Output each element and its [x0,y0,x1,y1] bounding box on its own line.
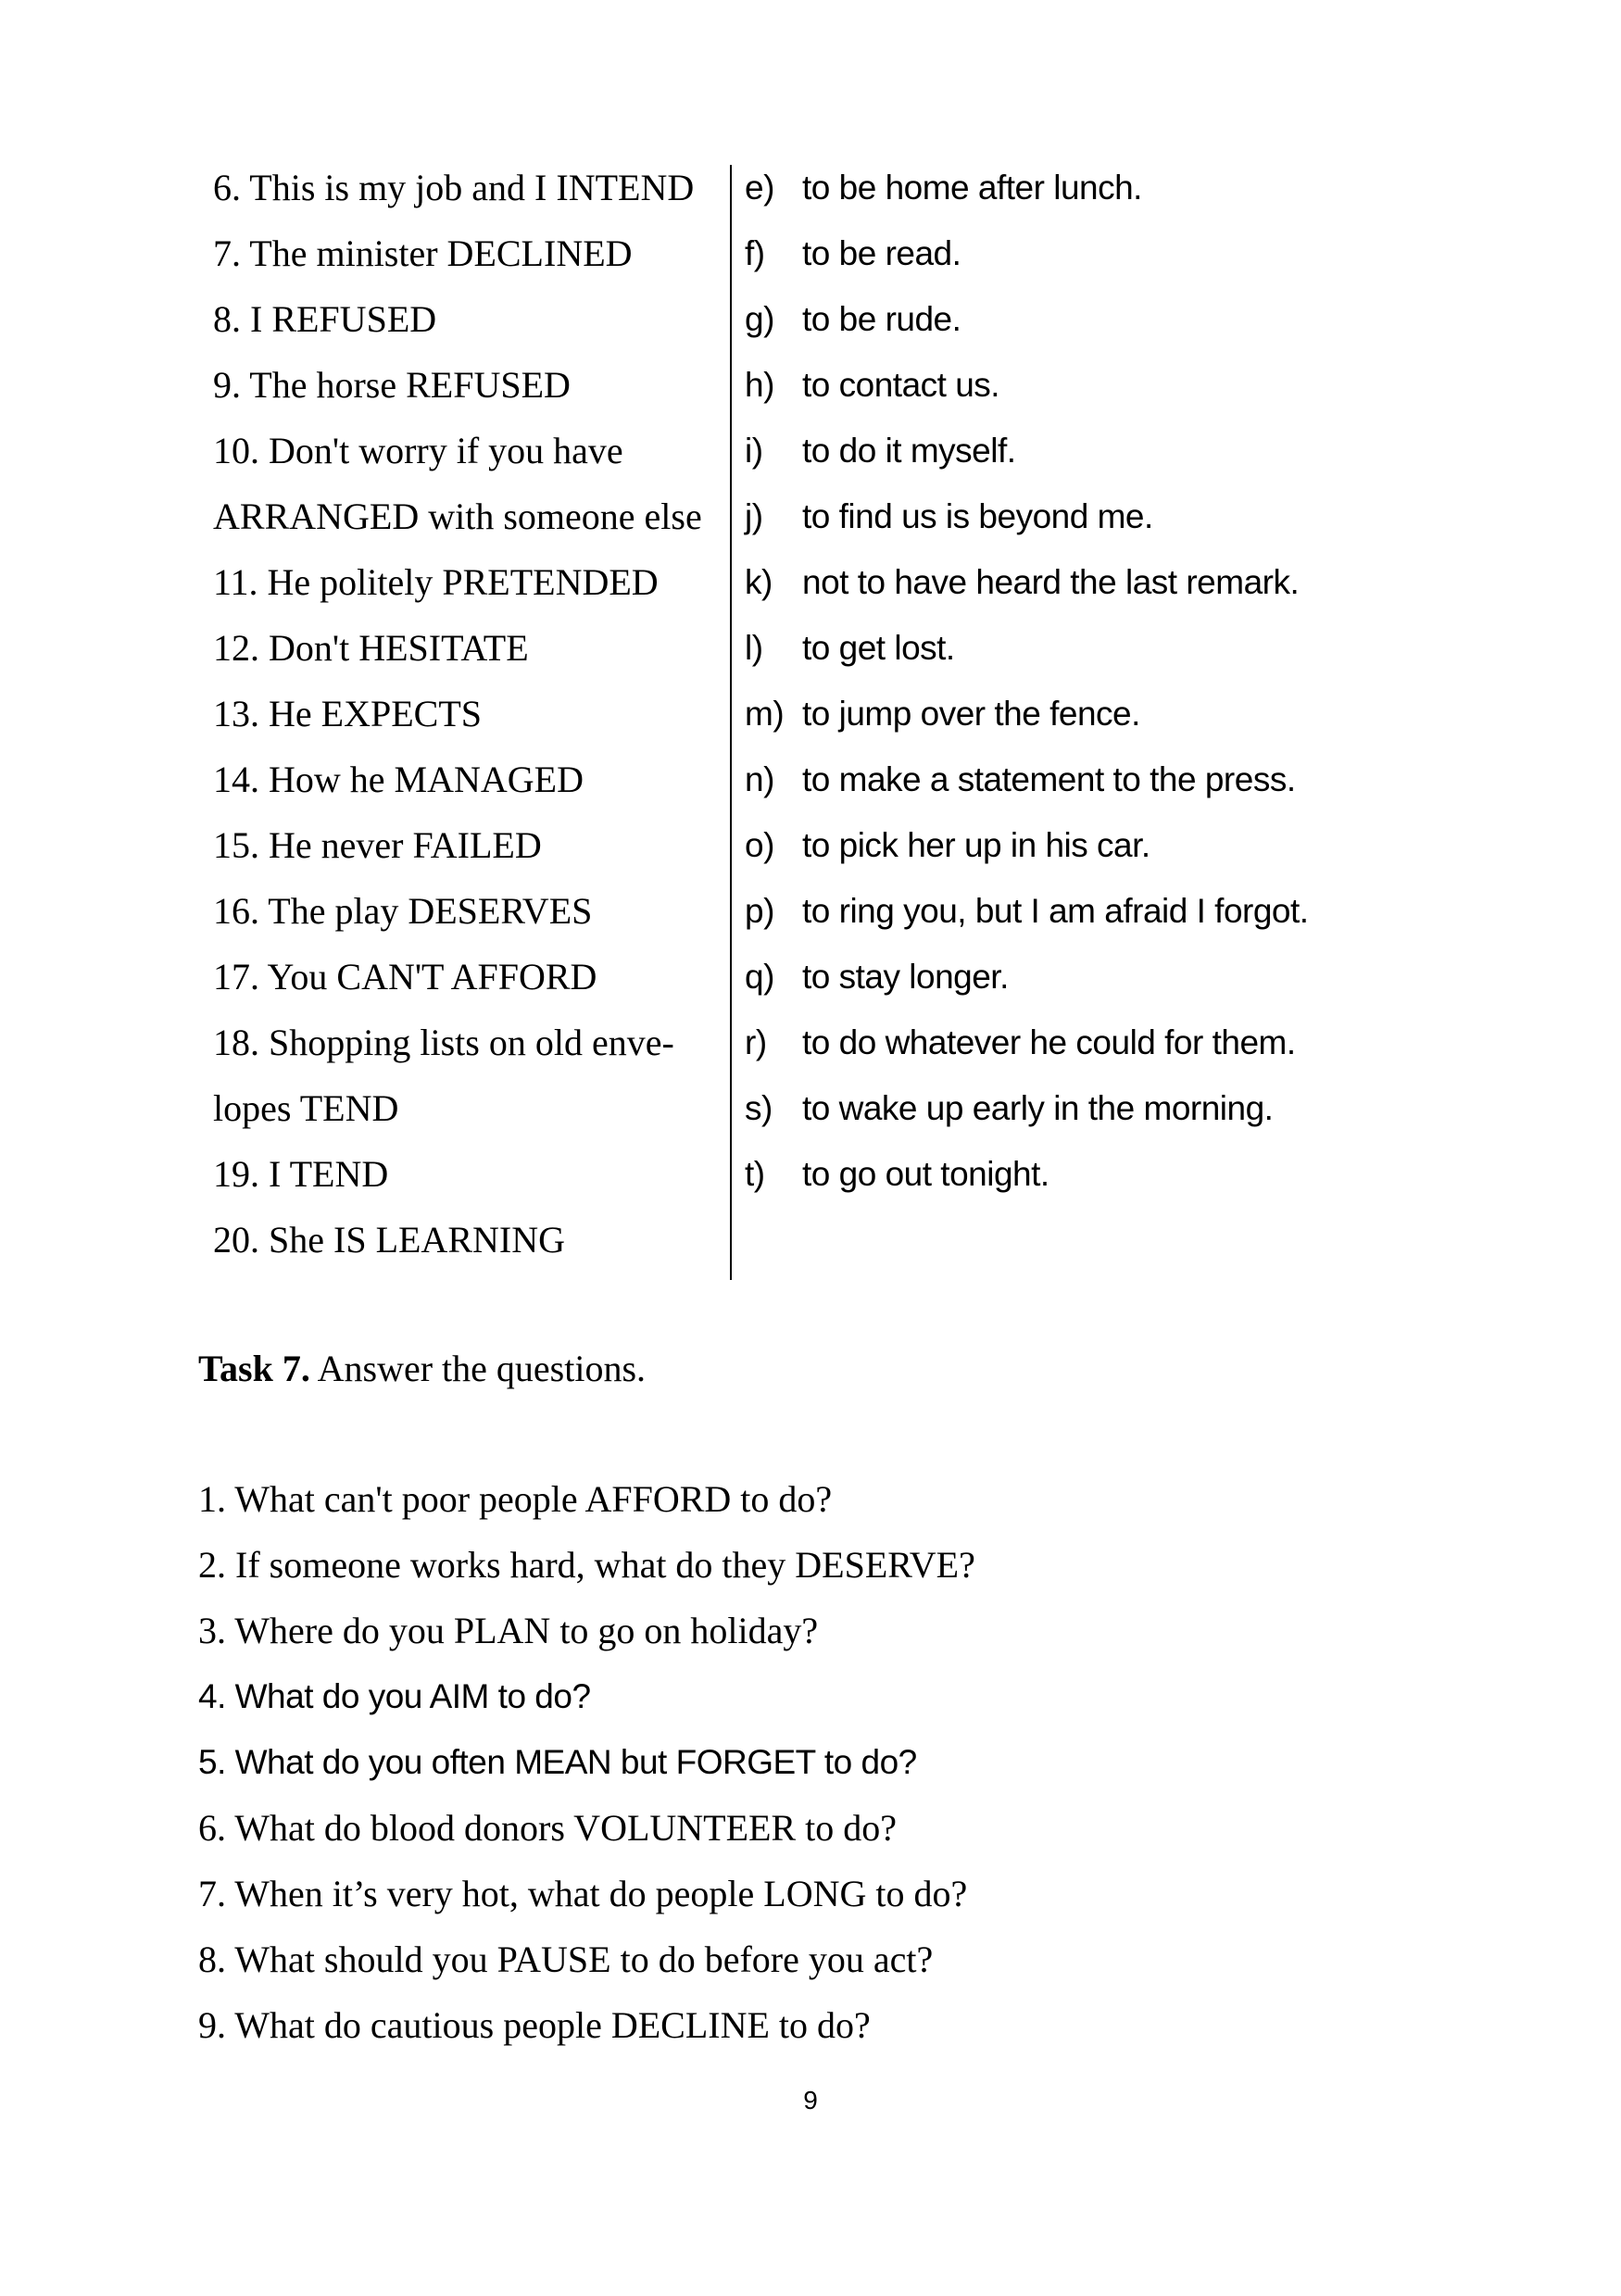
sentence-start: 18. Shopping lists on old enve- [213,1022,674,1063]
option-letter: s) [745,1089,773,1127]
sentence-ending [745,1150,1449,1216]
option-text: to jump over the fence. [802,695,1140,733]
option-letter: e) [745,169,774,207]
sentence-ending [745,756,1449,822]
question-item: 1. What can't poor people AFFORD to do? [198,1478,833,1520]
page-number: 9 [803,2086,818,2114]
option-letter: f) [745,234,765,272]
sentence-start: 7. The minister DECLINED [213,232,633,274]
sentence-start: 6. This is my job and I INTEND [213,167,695,208]
option-text: to be rude. [802,300,961,338]
sentence-start: 15. He never FAILED [213,824,542,866]
sentence-ending [745,164,1449,230]
question-item: 2. If someone works hard, what do they DESERVE? [198,1544,975,1586]
sentence-ending [745,953,1449,1019]
sentence-start: 8. I REFUSED [213,298,437,340]
option-letter: k) [745,563,773,601]
sentence-start: 14. How he MANAGED [213,759,584,800]
option-text: to go out tonight. [802,1155,1049,1193]
task-label: Task 7. [198,1348,310,1389]
question-item: 3. Where do you PLAN to go on holiday? [198,1610,819,1651]
question-item: 8. What should you PAUSE to do before you act? [198,1938,934,1980]
option-text: to do whatever he could for them. [802,1023,1296,1061]
question-list [198,1475,1402,2067]
sentence-start: 19. I TEND [213,1153,389,1195]
question-item: 9. What do cautious people DECLINE to do? [198,2004,871,2046]
option-letter: r) [745,1023,767,1061]
option-text: to stay longer. [802,958,1009,996]
sentence-start: ARRANGED with someone else [213,496,702,537]
option-text: to do it myself. [802,432,1016,470]
sentence-start: 17. You CAN'T AFFORD [213,956,597,997]
sentence-ending [745,887,1449,953]
sentence-start: lopes TEND [213,1087,399,1129]
option-letter: h) [745,366,774,404]
sentence-ending [745,295,1449,361]
option-letter: q) [745,958,774,996]
question-item: 7. When it’s very hot, what do people LONG to do? [198,1873,968,1914]
sentence-ending [745,230,1449,295]
task-instruction: Answer the questions. [309,1348,647,1389]
column-divider [730,165,732,1280]
option-text: to be home after lunch. [802,169,1142,207]
question-item: 5. What do you often MEAN but FORGET to do? [198,1743,917,1781]
sentence-start: 11. He politely PRETENDED [213,561,659,603]
option-text: to pick her up in his car. [802,826,1150,864]
sentence-start: 13. He EXPECTS [213,693,482,734]
option-letter: m) [745,695,785,733]
task-heading [198,1345,646,1393]
sentence-ending [745,427,1449,493]
sentence-ending [745,822,1449,887]
sentence-ending [745,361,1449,427]
option-text: to get lost. [802,629,955,667]
question-item: 6. What do blood donors VOLUNTEER to do? [198,1807,898,1849]
option-letter: n) [745,760,774,798]
sentence-start: 16. The play DESERVES [213,890,593,932]
option-letter: o) [745,826,774,864]
option-text: to wake up early in the morning. [802,1089,1274,1127]
option-letter: l) [745,629,763,667]
sentence-start: 10. Don't worry if you have [213,430,623,471]
option-letter: i) [745,432,763,470]
sentence-start: 9. The horse REFUSED [213,364,571,406]
matching-right-column [745,164,1449,1216]
matching-left-column [213,164,723,1282]
sentence-ending [745,1085,1449,1150]
option-letter: g) [745,300,774,338]
sentence-start: 12. Don't HESITATE [213,627,529,669]
option-text: to ring you, but I am afraid I forgot. [802,892,1309,930]
option-letter: t) [745,1155,765,1193]
option-text: to find us is beyond me. [802,497,1153,535]
sentence-ending [745,690,1449,756]
question-item: 4. What do you AIM to do? [198,1677,591,1715]
sentence-ending [745,624,1449,690]
option-letter: p) [745,892,774,930]
option-text: not to have heard the last remark. [802,563,1300,601]
option-text: to make a statement to the press. [802,760,1296,798]
option-text: to be read. [802,234,961,272]
option-letter: j) [745,497,763,535]
sentence-ending [745,558,1449,624]
sentence-ending [745,1019,1449,1085]
sentence-ending [745,493,1449,558]
option-text: to contact us. [802,366,1000,404]
sentence-start: 20. She IS LEARNING [213,1219,565,1261]
